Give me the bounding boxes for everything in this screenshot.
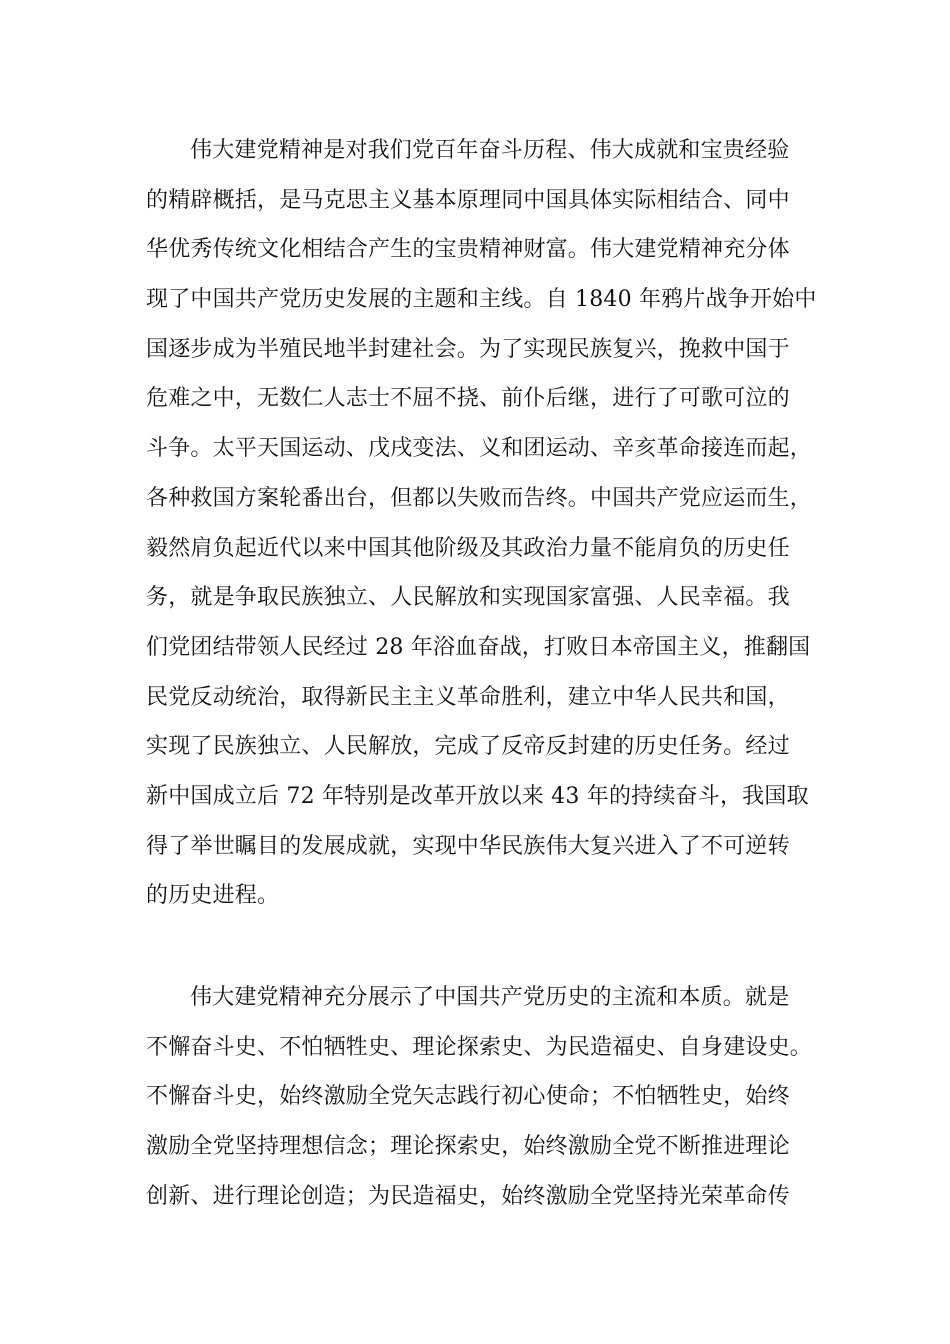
text-line: 现了中国共产党历史发展的主题和主线。自 1840 年鸦片战争开始中: [146, 287, 817, 313]
text-line: 得了举世瞩目的发展成就，实现中华民族伟大复兴进入了不可逆转: [146, 833, 790, 859]
text-line: 华优秀传统文化相结合产生的宝贵精神财富。伟大建党精神充分体: [146, 237, 790, 263]
paragraph-1: [146, 126, 836, 921]
text-line: 不懈奋斗史，始终激励全党矢志践行初心使命；不怕牺牲史，始终: [146, 1084, 790, 1110]
text-line: 务，就是争取民族独立、人民解放和实现国家富强、人民幸福。我: [146, 585, 790, 611]
text-line: 国逐步成为半殖民地半封建社会。为了实现民族复兴，挽救中国于: [146, 336, 790, 362]
text-line: 民党反动统治，取得新民主主义革命胜利，建立中华人民共和国，: [146, 684, 790, 710]
text-line: 创新、进行理论创造；为民造福史，始终激励全党坚持光荣革命传: [146, 1183, 790, 1209]
text-line: 伟大建党精神是对我们党百年奋斗历程、伟大成就和宝贵经验: [190, 138, 790, 163]
text-line: 激励全党坚持理想信念；理论探索史，始终激励全党不断推进理论: [146, 1134, 790, 1160]
text-line: 们党团结带领人民经过 28 年浴血奋战，打败日本帝国主义，推翻国: [146, 634, 811, 660]
text-line: 危难之中，无数仁人志士不屈不挠、前仆后继，进行了可歌可泣的: [146, 386, 790, 412]
text-line: 新中国成立后 72 年特别是改革开放以来 43 年的持续奋斗，我国取: [146, 783, 809, 809]
text-line: 不懈奋斗史、不怕牺牲史、理论探索史、为民造福史、自身建设史。: [146, 1034, 813, 1060]
text-line: 斗争。太平天国运动、戊戌变法、义和团运动、辛亥革命接连而起，: [146, 436, 813, 462]
text-line: 毅然肩负起近代以来中国其他阶级及其政治力量不能肩负的历史任: [146, 535, 790, 561]
paragraph-2: [146, 973, 836, 1221]
text-line: 的历史进程。: [146, 883, 280, 909]
text-line: 伟大建党精神充分展示了中国共产党历史的主流和本质。就是: [190, 985, 790, 1010]
text-line: 实现了民族独立、人民解放，完成了反帝反封建的历史任务。经过: [146, 734, 790, 760]
text-line: 各种救国方案轮番出台，但都以失败而告终。中国共产党应运而生，: [146, 485, 813, 511]
text-line: 的精辟概括，是马克思主义基本原理同中国具体实际相结合、同中: [146, 187, 790, 213]
